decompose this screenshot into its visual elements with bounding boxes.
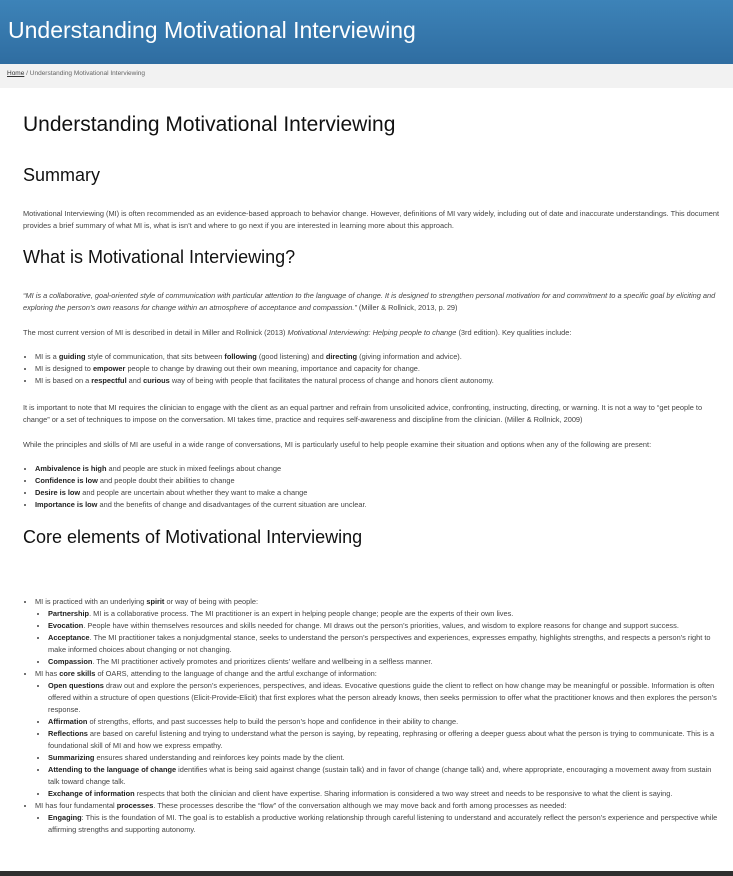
bold-term: Exchange of information <box>48 789 135 798</box>
bold-term: following <box>224 352 257 361</box>
text-span: MI is based on a <box>35 376 92 385</box>
quote-citation: (Miller & Rollnick, 2013, p. 29) <box>356 303 458 312</box>
processes-sublist <box>35 812 721 836</box>
text-span: are based on careful listening and trying to understand what the person is saying, by repeating, rephrasing or offering a deeper guess about what the person is trying to communicate. This is a foundational skill of MI and how we express empathy. <box>48 729 715 750</box>
bold-term: Summarizing <box>48 753 95 762</box>
bold-term: Importance is low <box>35 500 98 509</box>
bottom-bar <box>0 871 733 876</box>
bold-term: Attending to the language of change <box>48 765 177 774</box>
text-span: . The MI practitioner actively promotes and prioritizes clients’ welfare and wellbeing in a selfless manner. <box>92 657 433 666</box>
list-item <box>48 728 721 752</box>
key-qualities-list <box>23 351 721 387</box>
text-span: The most current version of MI is described in detail in Miller and Rollnick (2013) <box>23 328 288 337</box>
breadcrumb-separator: / <box>24 70 30 77</box>
list-item <box>48 608 721 620</box>
summary-heading: Summary <box>23 165 101 185</box>
text-span: ensures shared understanding and reinforces key points made by the client. <box>94 753 345 762</box>
site-title: Understanding Motivational Interviewing <box>8 17 416 43</box>
bold-term: respectful <box>91 376 127 385</box>
text-span: and people are stuck in mixed feelings about change <box>106 464 282 473</box>
text-span: MI has four fundamental <box>35 801 117 810</box>
current-version-paragraph <box>23 327 721 339</box>
text-span: . People have within themselves resources and skills needed for change. MI draws out the person’s priorities, values, and wisdom to explore reasons for change and support success. <box>83 621 679 630</box>
bold-term: curious <box>143 376 170 385</box>
bold-term: empower <box>92 364 126 373</box>
page-title: Understanding Motivational Interviewing <box>23 113 396 136</box>
text-span: . MI is a collaborative process. The MI practitioner is an expert in helping people change; people are the experts of their own lives. <box>89 609 514 618</box>
text-span: MI has <box>35 669 60 678</box>
text-span: MI is a <box>35 352 59 361</box>
breadcrumb <box>7 70 145 77</box>
list-item <box>35 499 721 511</box>
text-span: style of communication, that sits between <box>85 352 225 361</box>
usefulness-paragraph: While the principles and skills of MI are useful in a wide range of conversations, MI is particularly useful to help people examine their situation and options when any of the following are present: <box>23 440 652 449</box>
text-span: and people are uncertain about whether they want to make a change <box>80 488 308 497</box>
conditions-list <box>23 463 721 511</box>
bold-term: guiding <box>58 352 86 361</box>
core-elements-list <box>23 596 721 836</box>
list-item <box>35 351 721 363</box>
text-span: . The MI practitioner takes a nonjudgmental stance, seeks to understand the person’s perspectives and experiences, expresses empathy, highlights strengths, and respects a person’s right to make informed choices about changing or not changing. <box>48 633 711 654</box>
text-span: way of being with people that facilitates the natural process of change and honors client autonomy. <box>169 376 494 385</box>
skills-sublist <box>35 680 721 800</box>
list-item <box>35 800 721 836</box>
list-item <box>35 375 721 387</box>
text-span: of strengths, efforts, and past successes help to build the person’s hope and confidence in their ability to change. <box>87 717 459 726</box>
bold-term: Evocation <box>48 621 84 630</box>
bold-term: core skills <box>59 669 96 678</box>
text-span: and people doubt their abilities to change <box>97 476 235 485</box>
text-span: and the benefits of change and disadvantages of the current situation are unclear. <box>97 500 367 509</box>
list-item <box>48 632 721 656</box>
bold-term: Partnership <box>48 609 90 618</box>
summary-paragraph: Motivational Interviewing (MI) is often recommended as an evidence-based approach to behavior change. However, definitions of MI vary widely, including out of date and inaccurate understandings. This document provides a brief summary of what MI is, what is isn’t and where to go next if you are interested in learning more about this approach. <box>23 209 720 230</box>
text-span: (3rd edition). Key qualities include: <box>456 328 572 337</box>
text-span: : This is the foundation of MI. The goal is to establish a productive working relationship through careful listening to understand and accurately reflect the person’s experience and perspective while affirming strengths and supporting autonomy. <box>48 813 718 834</box>
text-span: MI is designed to <box>35 364 93 373</box>
definition-quote <box>23 290 721 314</box>
bold-term: Engaging <box>48 813 82 822</box>
list-item <box>48 716 721 728</box>
text-span: of OARS, attending to the language of change and the artful exchange of information: <box>95 669 377 678</box>
quote-text: “MI is a collaborative, goal-oriented style of communication with particular attention to the language of change. It is designed to strengthen personal motivation for and commitment to a specific goal by eliciting and exploring the person’s own reasons for change within an atmosphere of acceptance and compassion.” <box>23 291 716 312</box>
breadcrumb-current: Understanding Motivational Interviewing <box>29 70 146 77</box>
list-item <box>35 475 721 487</box>
list-item <box>35 363 721 375</box>
list-item <box>35 596 721 668</box>
important-note-paragraph: It is important to note that MI requires the clinician to engage with the client as an equal partner and refrain from unsolicited advice, confronting, instructing, directing, or warning. It is not a way to “get people to change” or a set of techniques to impose on the conversation. MI takes time, practice and requires self-awareness and discipline from the clinician. (Miller & Rollnick, 2009) <box>23 403 703 424</box>
bold-term: Open questions <box>48 681 104 690</box>
article-page <box>0 88 733 876</box>
list-item <box>35 463 721 475</box>
text-span: draw out and explore the person’s experiences, perspectives, and ideas. Evocative questions guide the client to reflect on how change may be meaningful or possible. Information is often offered within a structure of open questions (Elicit-Provide-Elicit) that first explores what the person already knows, then seeks permission to offer what the practitioner knows and then explores the person’s response. <box>48 681 717 714</box>
bold-term: spirit <box>146 597 165 606</box>
text-span: respects that both the clinician and client have expertise. Sharing information is considered a two way street and needs to be responsive to what the client is saying. <box>134 789 673 798</box>
text-span: (good listening) and <box>256 352 326 361</box>
list-item <box>48 656 721 668</box>
core-elements-heading: Core elements of Motivational Interviewing <box>23 527 363 547</box>
text-span: or way of being with people: <box>164 597 259 606</box>
text-span: and <box>126 376 144 385</box>
text-span: (giving information and advice). <box>357 352 462 361</box>
bold-term: processes <box>116 801 154 810</box>
bold-term: Compassion <box>48 657 93 666</box>
list-item <box>35 668 721 800</box>
site-header <box>0 0 733 64</box>
list-item <box>48 620 721 632</box>
bold-term: Desire is low <box>35 488 81 497</box>
what-is-mi-heading: What is Motivational Interviewing? <box>23 247 296 267</box>
list-item <box>48 764 721 788</box>
book-title: Motivational Interviewing: Helping people to change <box>287 328 457 337</box>
bold-term: Ambivalence is high <box>35 464 107 473</box>
bold-term: directing <box>325 352 358 361</box>
spirit-sublist <box>35 608 721 668</box>
list-item <box>48 680 721 716</box>
text-span: . These processes describe the “flow” of the conversation although we may move back and forth among processes as needed: <box>153 801 567 810</box>
bold-term: Affirmation <box>48 717 88 726</box>
list-item <box>48 812 721 836</box>
bold-term: Reflections <box>48 729 88 738</box>
text-span: people to change by drawing out their own meaning, importance and capacity for change. <box>125 364 420 373</box>
text-span: MI is practiced with an underlying <box>35 597 147 606</box>
list-item <box>48 788 721 800</box>
text-span: identifies what is being said against change (sustain talk) and in favor of change (change talk) and, where appropriate, encouraging a movement away from sustain talk toward change talk. <box>48 765 712 786</box>
list-item <box>48 752 721 764</box>
breadcrumb-home-link[interactable]: Home <box>7 70 25 77</box>
bold-term: Confidence is low <box>35 476 98 485</box>
list-item <box>35 487 721 499</box>
bold-term: Acceptance <box>48 633 90 642</box>
